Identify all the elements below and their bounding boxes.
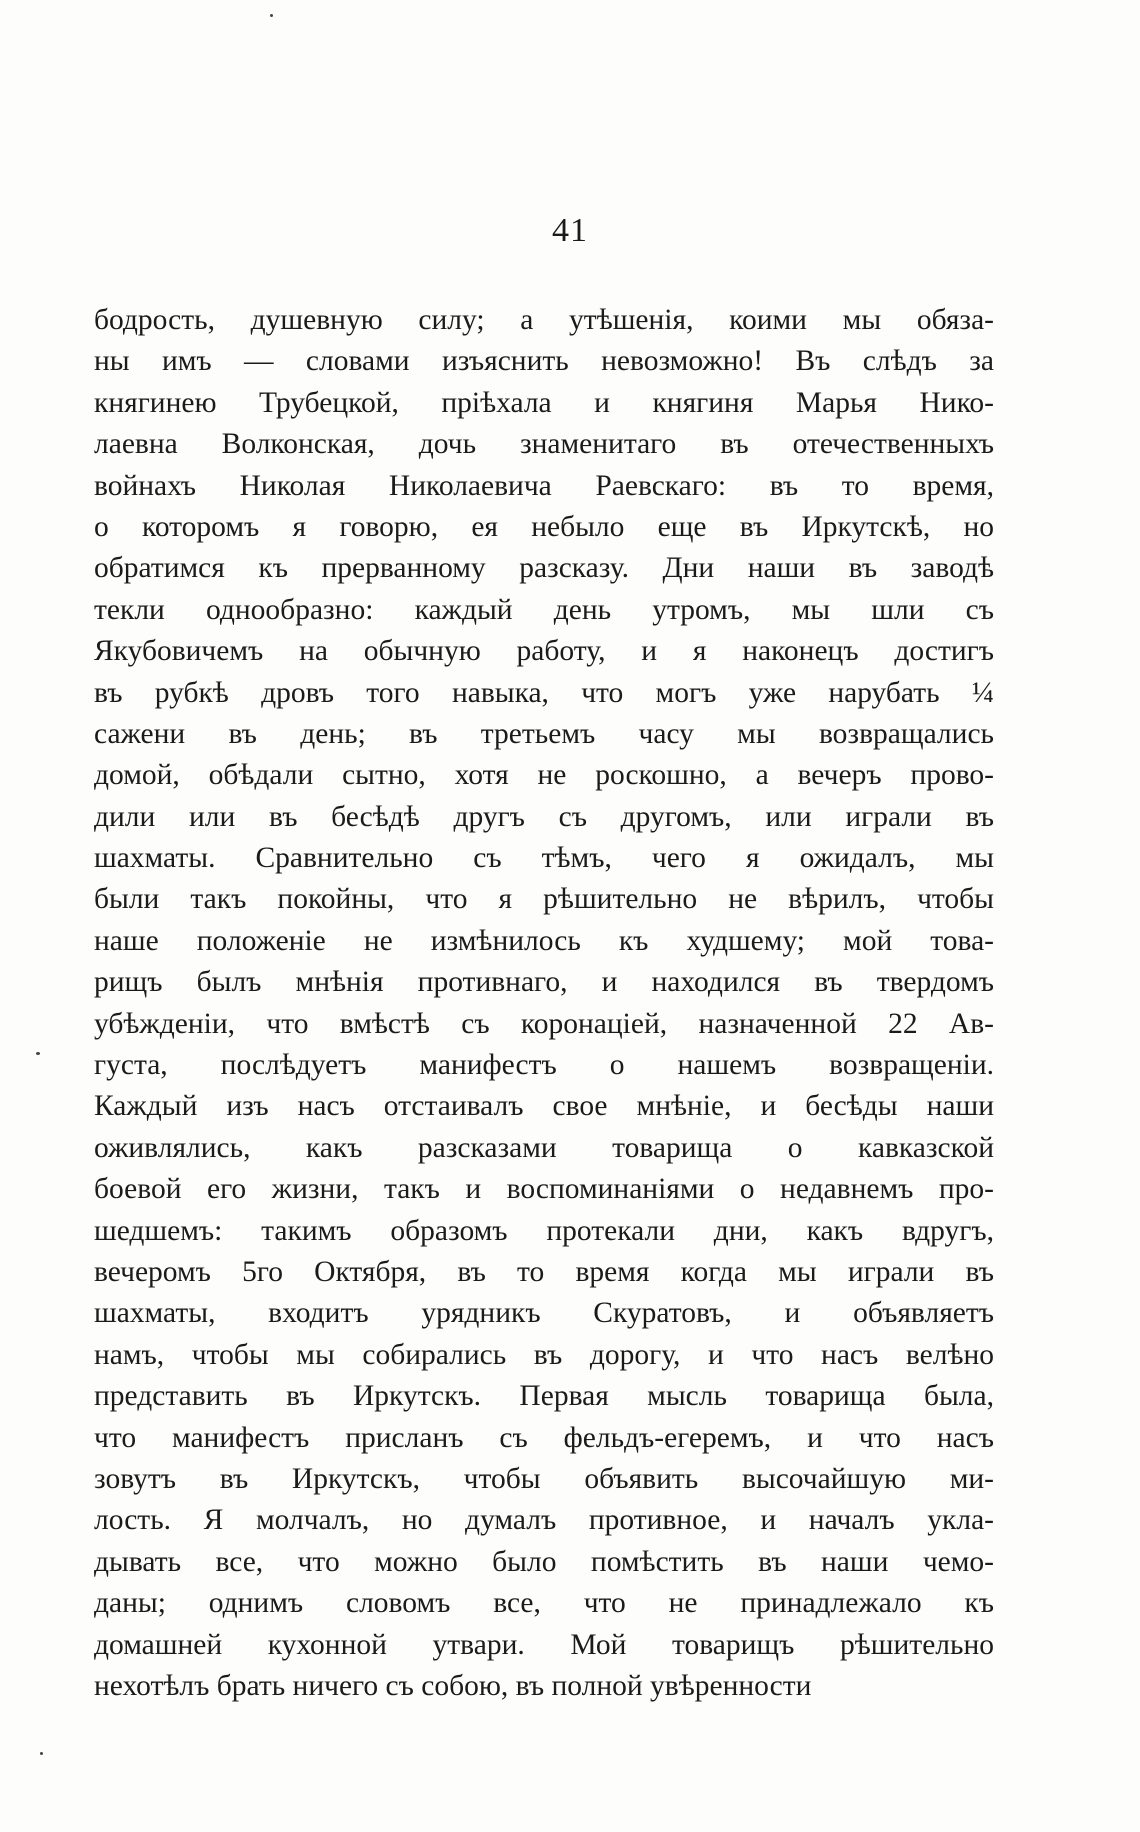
page-body-text bbox=[94, 300, 994, 1707]
text-line: лаевна Волконская, дочь знаменитаго въ отечественныхъ bbox=[94, 428, 994, 461]
text-line: дили или въ бесѣдѣ другъ съ другомъ, или играли въ bbox=[94, 800, 994, 833]
paper-speck bbox=[36, 1052, 40, 1055]
text-line: что манифестъ присланъ съ фельдъ-егеремъ, и что насъ bbox=[94, 1421, 994, 1454]
text-line: домашней кухонной утвари. Мой товарищъ рѣшительно bbox=[94, 1628, 994, 1661]
text-line: текли однообразно: каждый день утромъ, мы шли съ bbox=[94, 593, 994, 626]
text-line: боевой его жизни, такъ и воспоминаніями о недавнемъ про- bbox=[94, 1173, 994, 1206]
text-line: нехотѣлъ брать ничего съ собою, въ полной увѣренности bbox=[94, 1669, 812, 1702]
text-line: шахматы. Сравнительно съ тѣмъ, чего я ожидалъ, мы bbox=[94, 842, 994, 875]
page-number: 41 bbox=[552, 212, 588, 249]
text-line: намъ, чтобы мы собирались въ дорогу, и что насъ велѣно bbox=[94, 1338, 994, 1371]
text-line: наше положеніе не измѣнилось къ худшему; мой това- bbox=[94, 924, 994, 957]
text-line: ны имъ — словами изъяснить невозможно! Въ слѣдъ за bbox=[94, 345, 994, 378]
text-line: сажени въ день; въ третьемъ часу мы возвращались bbox=[94, 717, 994, 750]
text-line: шедшемъ: такимъ образомъ протекали дни, какъ вдругъ, bbox=[94, 1214, 994, 1247]
text-line: о которомъ я говорю, ея небыло еще въ Иркутскѣ, но bbox=[94, 510, 994, 543]
text-line: убѣжденіи, что вмѣстѣ съ коронаціей, назначенной 22 Ав- bbox=[94, 1007, 994, 1040]
text-line: лость. Я молчалъ, но думалъ противное, и началъ укла- bbox=[94, 1504, 994, 1537]
text-line: представить въ Иркутскъ. Первая мысль товарища была, bbox=[94, 1380, 994, 1413]
paper-speck bbox=[270, 14, 273, 17]
text-line: княгинею Трубецкой, пріѣхала и княгиня Марья Нико- bbox=[94, 386, 994, 419]
text-line: шахматы, входитъ урядникъ Скуратовъ, и объявляетъ bbox=[94, 1297, 994, 1330]
text-line: Якубовичемъ на обычную работу, и я наконецъ достигъ bbox=[94, 635, 994, 668]
text-line: обратимся къ прерванному разсказу. Дни наши въ заводѣ bbox=[94, 552, 994, 585]
text-line: оживлялись, какъ разсказами товарища о кавказской bbox=[94, 1131, 994, 1164]
text-line: въ рубкѣ дровъ того навыка, что могъ уже нарубать ¼ bbox=[94, 676, 994, 709]
text-line: вечеромъ 5го Октября, въ то время когда мы играли въ bbox=[94, 1255, 994, 1288]
text-line: бодрость, душевную силу; а утѣшенія, коими мы обяза- bbox=[94, 304, 994, 336]
text-line: дывать все, что можно было помѣстить въ наши чемо- bbox=[94, 1545, 994, 1578]
paper-speck bbox=[40, 1752, 43, 1755]
text-line: густа, послѣдуетъ манифестъ о нашемъ возвращеніи. bbox=[94, 1049, 994, 1082]
text-line: были такъ покойны, что я рѣшительно не вѣрилъ, чтобы bbox=[94, 883, 994, 916]
text-line: домой, обѣдали сытно, хотя не роскошно, а вечеръ прово- bbox=[94, 759, 994, 792]
text-line: зовутъ въ Иркутскъ, чтобы объявить высочайшую ми- bbox=[94, 1462, 994, 1495]
text-line: Каждый изъ насъ отстаивалъ свое мнѣніе, и бесѣды наши bbox=[94, 1090, 994, 1123]
text-line: войнахъ Николая Николаевича Раевскаго: въ то время, bbox=[94, 469, 994, 502]
text-line: даны; однимъ словомъ все, что не принадлежало къ bbox=[94, 1587, 994, 1620]
text-line: рищъ былъ мнѣнія противнаго, и находился въ твердомъ bbox=[94, 966, 994, 999]
